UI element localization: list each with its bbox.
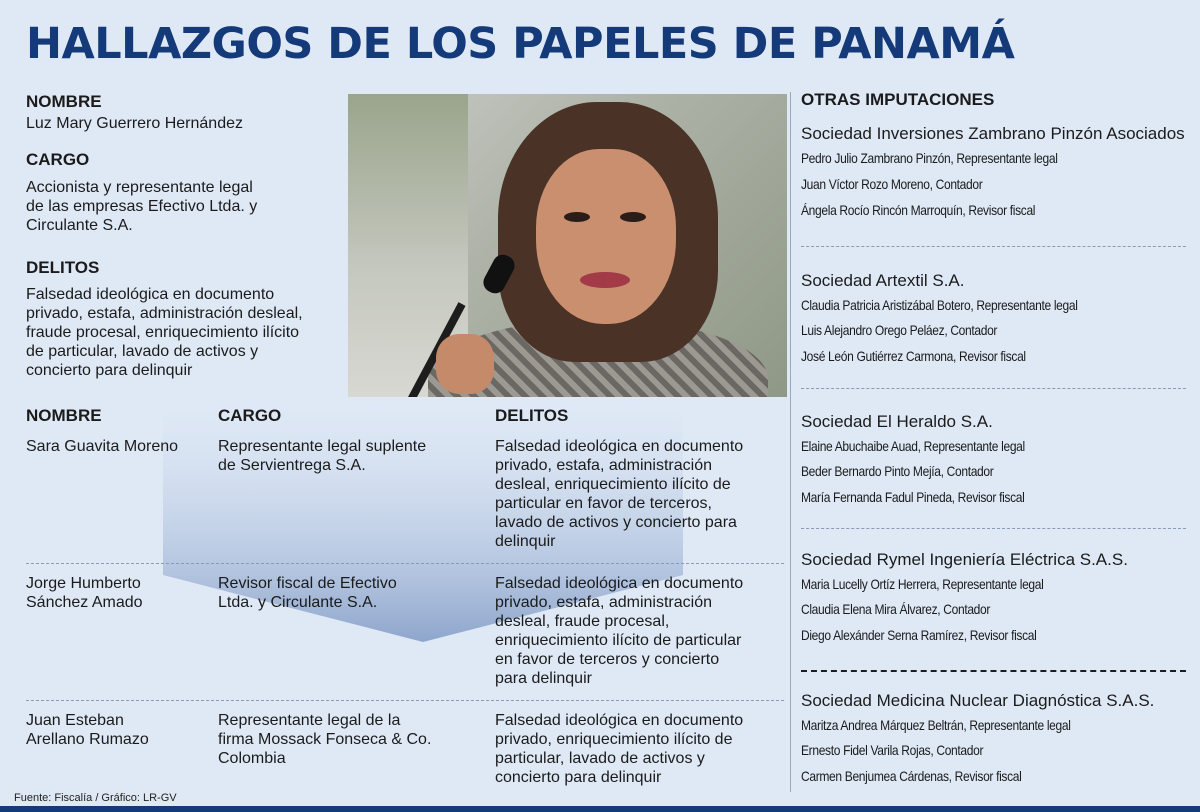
sociedad-4: Sociedad Rymel Ingeniería Eléctrica S.A.S. bbox=[801, 550, 1128, 569]
persona: Claudia Elena Mira Álvarez, Contador bbox=[801, 601, 991, 617]
persona: Beder Bernardo Pinto Mejía, Contador bbox=[801, 463, 994, 479]
persona: Juan Víctor Rozo Moreno, Contador bbox=[801, 176, 983, 192]
table-row-1-nombre: Sara Guavita Moreno bbox=[26, 438, 179, 455]
table-header-nombre: NOMBRE bbox=[26, 406, 102, 425]
sociedad-2: Sociedad Artextil S.A. bbox=[801, 271, 965, 290]
table-row-3-cargo: Representante legal de la firma Mossack Fonseca & Co. Colombia bbox=[218, 712, 432, 767]
sociedad-3: Sociedad El Heraldo S.A. bbox=[801, 412, 993, 431]
persona: Maria Lucelly Ortíz Herrera, Representante legal bbox=[801, 576, 1044, 592]
sociedad-1: Sociedad Inversiones Zambrano Pinzón Asociados bbox=[801, 124, 1185, 143]
bottom-bar bbox=[0, 806, 1200, 812]
featured-nombre: Luz Mary Guerrero Hernández bbox=[26, 115, 243, 132]
table-row-1-delitos: Falsedad ideológica en documento privado, estafa, administración desleal, enriquecimiento ilícito de particular en favor de terceros, lavado de activos y concierto para delinquir bbox=[495, 438, 744, 550]
table-header-delitos: DELITOS bbox=[495, 406, 569, 425]
source-footer: Fuente: Fiscalía / Gráfico: LR-GV bbox=[14, 792, 177, 804]
otras-heading: OTRAS IMPUTACIONES bbox=[801, 90, 995, 109]
group-divider bbox=[801, 246, 1186, 247]
persona: Ernesto Fidel Varila Rojas, Contador bbox=[801, 742, 984, 758]
persona: Elaine Abuchaibe Auad, Representante legal bbox=[801, 438, 1025, 454]
persona: Ángela Rocío Rincón Marroquín, Revisor fiscal bbox=[801, 202, 1036, 218]
featured-cargo: Accionista y representante legal de las empresas Efectivo Ltda. y Circulante S.A. bbox=[26, 179, 258, 234]
table-row-3-nombre: Juan Esteban Arellano Rumazo bbox=[26, 712, 149, 748]
page-title: HALLAZGOS DE LOS PAPELES DE PANAMÁ bbox=[26, 19, 1015, 69]
group-divider bbox=[801, 528, 1186, 529]
table-row-2-delitos: Falsedad ideológica en documento privado, estafa, administración desleal, fraude procesal, enriquecimiento ilícito de particular en favor de terceros y concierto para delinquir bbox=[495, 575, 744, 687]
table-row-2-nombre: Jorge Humberto Sánchez Amado bbox=[26, 575, 143, 611]
group-divider bbox=[801, 670, 1186, 672]
persona: Claudia Patricia Aristizábal Botero, Representante legal bbox=[801, 297, 1078, 313]
persona: Diego Alexánder Serna Ramírez, Revisor fiscal bbox=[801, 627, 1037, 643]
column-divider bbox=[790, 92, 791, 792]
featured-nombre-label: NOMBRE bbox=[26, 92, 102, 111]
persona: José León Gutiérrez Carmona, Revisor fiscal bbox=[801, 348, 1026, 364]
sociedad-5: Sociedad Medicina Nuclear Diagnóstica S.A.S. bbox=[801, 691, 1155, 710]
persona: Carmen Benjumea Cárdenas, Revisor fiscal bbox=[801, 768, 1022, 784]
table-header-cargo: CARGO bbox=[218, 406, 282, 425]
table-row-1-cargo: Representante legal suplente de Servientrega S.A. bbox=[218, 438, 427, 474]
table-row-3-delitos: Falsedad ideológica en documento privado, enriquecimiento ilícito de particular, lavado de activos y concierto para delinquir bbox=[495, 712, 744, 786]
persona: Pedro Julio Zambrano Pinzón, Representante legal bbox=[801, 150, 1058, 166]
persona: Maritza Andrea Márquez Beltrán, Representante legal bbox=[801, 717, 1071, 733]
featured-cargo-label: CARGO bbox=[26, 150, 90, 169]
featured-delitos: Falsedad ideológica en documento privado, estafa, administración desleal, fraude procesal, enriquecimiento ilícito de particular, lavado de activos y concierto para delinquir bbox=[26, 286, 303, 379]
group-divider bbox=[801, 388, 1186, 389]
table-row-2-cargo: Revisor fiscal de Efectivo Ltda. y Circulante S.A. bbox=[218, 575, 397, 611]
persona: María Fernanda Fadul Pineda, Revisor fiscal bbox=[801, 489, 1025, 505]
featured-delitos-label: DELITOS bbox=[26, 258, 100, 277]
persona: Luis Alejandro Orego Peláez, Contador bbox=[801, 322, 998, 338]
featured-photo bbox=[348, 94, 787, 397]
row-divider bbox=[26, 700, 784, 701]
row-divider bbox=[26, 563, 784, 564]
